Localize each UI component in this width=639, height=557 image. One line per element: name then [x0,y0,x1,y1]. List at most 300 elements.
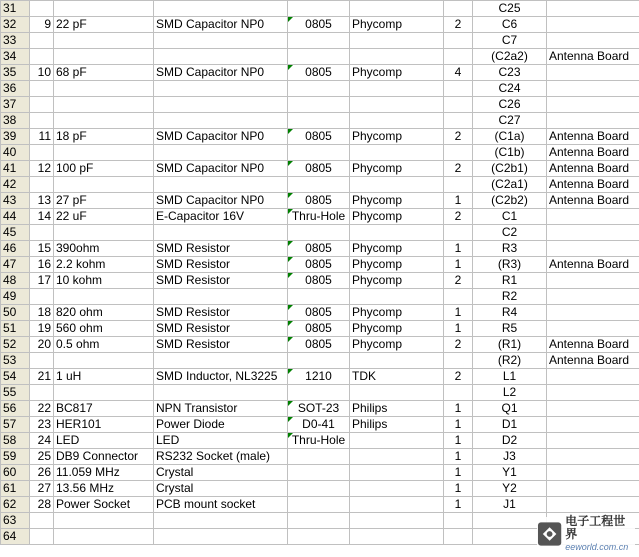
row-header[interactable]: 33 [1,33,30,49]
cell-item-no[interactable] [30,145,54,161]
cell-note[interactable]: Antenna Board [547,177,639,193]
row-header[interactable]: 62 [1,497,30,513]
cell-quantity[interactable]: 2 [444,17,473,33]
row-header[interactable]: 45 [1,225,30,241]
cell-package[interactable]: 0805 [288,241,350,257]
cell-item-no[interactable]: 11 [30,129,54,145]
cell-description[interactable]: SMD Capacitor NP0 [154,65,288,81]
cell-quantity[interactable]: 1 [444,481,473,497]
cell-manufacturer[interactable] [350,497,444,513]
cell-manufacturer[interactable]: Philips [350,417,444,433]
cell-value[interactable] [54,225,154,241]
cell-quantity[interactable]: 2 [444,369,473,385]
cell-note[interactable]: Antenna Board [547,129,639,145]
cell-package[interactable]: Thru-Hole [288,209,350,225]
cell-item-no[interactable]: 14 [30,209,54,225]
cell-reference[interactable]: D2 [473,433,547,449]
cell-package[interactable]: 0805 [288,273,350,289]
cell-manufacturer[interactable]: Phycomp [350,337,444,353]
cell-item-no[interactable]: 19 [30,321,54,337]
row-header[interactable]: 42 [1,177,30,193]
cell-reference[interactable]: (C2b1) [473,161,547,177]
row-header[interactable]: 34 [1,49,30,65]
row-header[interactable]: 54 [1,369,30,385]
cell-description[interactable] [154,225,288,241]
cell-manufacturer[interactable] [350,97,444,113]
cell-package[interactable]: 0805 [288,305,350,321]
cell-manufacturer[interactable] [350,225,444,241]
cell-manufacturer[interactable] [350,49,444,65]
cell-item-no[interactable]: 24 [30,433,54,449]
cell-value[interactable] [54,385,154,401]
cell-reference[interactable]: C23 [473,65,547,81]
cell-value[interactable] [54,289,154,305]
cell-description[interactable] [154,97,288,113]
cell-package[interactable] [288,465,350,481]
cell-package[interactable] [288,113,350,129]
cell-description[interactable] [154,177,288,193]
cell-description[interactable]: SMD Inductor, NL3225 [154,369,288,385]
cell-package[interactable]: Thru-Hole [288,433,350,449]
cell-value[interactable]: 27 pF [54,193,154,209]
cell-description[interactable]: Power Diode [154,417,288,433]
cell-note[interactable]: Antenna Board [547,145,639,161]
row-header[interactable]: 40 [1,145,30,161]
cell-package[interactable]: 0805 [288,129,350,145]
cell-description[interactable]: SMD Resistor [154,273,288,289]
cell-quantity[interactable] [444,513,473,529]
cell-item-no[interactable] [30,177,54,193]
cell-value[interactable] [54,529,154,545]
cell-manufacturer[interactable] [350,145,444,161]
cell-reference[interactable] [473,529,547,545]
cell-quantity[interactable]: 1 [444,401,473,417]
cell-description[interactable]: SMD Resistor [154,305,288,321]
cell-package[interactable] [288,1,350,17]
cell-note[interactable] [547,17,639,33]
cell-description[interactable]: LED [154,433,288,449]
cell-reference[interactable]: (R2) [473,353,547,369]
row-header[interactable]: 60 [1,465,30,481]
cell-manufacturer[interactable] [350,529,444,545]
cell-package[interactable] [288,289,350,305]
cell-value[interactable]: 22 uF [54,209,154,225]
cell-note[interactable]: Antenna Board [547,193,639,209]
cell-value[interactable]: 560 ohm [54,321,154,337]
cell-note[interactable] [547,385,639,401]
cell-manufacturer[interactable] [350,353,444,369]
cell-value[interactable]: 820 ohm [54,305,154,321]
cell-package[interactable] [288,177,350,193]
cell-item-no[interactable] [30,81,54,97]
cell-quantity[interactable] [444,81,473,97]
cell-item-no[interactable]: 21 [30,369,54,385]
cell-description[interactable]: E-Capacitor 16V [154,209,288,225]
cell-item-no[interactable] [30,49,54,65]
cell-quantity[interactable]: 2 [444,209,473,225]
cell-description[interactable]: SMD Resistor [154,321,288,337]
cell-quantity[interactable]: 1 [444,465,473,481]
cell-description[interactable] [154,529,288,545]
cell-note[interactable] [547,369,639,385]
cell-reference[interactable]: C7 [473,33,547,49]
cell-value[interactable]: 1 uH [54,369,154,385]
cell-quantity[interactable] [444,177,473,193]
cell-value[interactable]: 22 pF [54,17,154,33]
cell-package[interactable] [288,49,350,65]
cell-manufacturer[interactable]: Phycomp [350,65,444,81]
cell-package[interactable] [288,353,350,369]
cell-reference[interactable]: C1 [473,209,547,225]
cell-manufacturer[interactable] [350,33,444,49]
cell-package[interactable] [288,81,350,97]
cell-reference[interactable]: R4 [473,305,547,321]
cell-value[interactable]: HER101 [54,417,154,433]
cell-value[interactable] [54,353,154,369]
cell-manufacturer[interactable]: Philips [350,401,444,417]
cell-quantity[interactable] [444,1,473,17]
cell-item-no[interactable]: 13 [30,193,54,209]
cell-package[interactable]: 1210 [288,369,350,385]
cell-value[interactable] [54,513,154,529]
cell-manufacturer[interactable] [350,481,444,497]
cell-reference[interactable]: R2 [473,289,547,305]
cell-reference[interactable]: C25 [473,1,547,17]
cell-value[interactable]: 100 pF [54,161,154,177]
cell-manufacturer[interactable]: TDK [350,369,444,385]
cell-description[interactable] [154,1,288,17]
cell-item-no[interactable]: 18 [30,305,54,321]
cell-quantity[interactable] [444,225,473,241]
cell-quantity[interactable]: 1 [444,433,473,449]
cell-reference[interactable]: R3 [473,241,547,257]
row-header[interactable]: 46 [1,241,30,257]
cell-package[interactable]: SOT-23 [288,401,350,417]
cell-manufacturer[interactable] [350,449,444,465]
row-header[interactable]: 61 [1,481,30,497]
cell-description[interactable] [154,145,288,161]
cell-reference[interactable]: R1 [473,273,547,289]
cell-reference[interactable]: L1 [473,369,547,385]
cell-reference[interactable]: (C2b2) [473,193,547,209]
cell-reference[interactable]: C2 [473,225,547,241]
cell-description[interactable]: SMD Capacitor NP0 [154,17,288,33]
cell-quantity[interactable] [444,385,473,401]
cell-note[interactable] [547,241,639,257]
cell-item-no[interactable] [30,1,54,17]
cell-note[interactable] [547,33,639,49]
cell-package[interactable] [288,145,350,161]
cell-item-no[interactable] [30,33,54,49]
cell-value[interactable]: LED [54,433,154,449]
cell-manufacturer[interactable]: Phycomp [350,17,444,33]
cell-package[interactable]: 0805 [288,161,350,177]
cell-reference[interactable]: D1 [473,417,547,433]
cell-note[interactable] [547,417,639,433]
cell-value[interactable]: 390ohm [54,241,154,257]
cell-description[interactable]: SMD Resistor [154,337,288,353]
cell-quantity[interactable]: 1 [444,449,473,465]
cell-item-no[interactable]: 10 [30,65,54,81]
cell-note[interactable]: Antenna Board [547,161,639,177]
cell-item-no[interactable] [30,385,54,401]
cell-description[interactable]: SMD Capacitor NP0 [154,129,288,145]
cell-manufacturer[interactable] [350,289,444,305]
row-header[interactable]: 48 [1,273,30,289]
cell-item-no[interactable] [30,353,54,369]
cell-quantity[interactable] [444,113,473,129]
cell-reference[interactable]: (R3) [473,257,547,273]
cell-value[interactable] [54,97,154,113]
row-header[interactable]: 55 [1,385,30,401]
cell-item-no[interactable]: 16 [30,257,54,273]
cell-item-no[interactable] [30,97,54,113]
cell-value[interactable]: 10 kohm [54,273,154,289]
cell-note[interactable]: Antenna Board [547,257,639,273]
cell-package[interactable] [288,97,350,113]
cell-manufacturer[interactable]: Phycomp [350,321,444,337]
cell-quantity[interactable] [444,97,473,113]
row-header[interactable]: 35 [1,65,30,81]
cell-quantity[interactable]: 1 [444,321,473,337]
cell-package[interactable] [288,449,350,465]
cell-value[interactable]: 2.2 kohm [54,257,154,273]
cell-description[interactable] [154,353,288,369]
row-header[interactable]: 38 [1,113,30,129]
cell-item-no[interactable]: 22 [30,401,54,417]
cell-item-no[interactable]: 28 [30,497,54,513]
row-header[interactable]: 64 [1,529,30,545]
cell-note[interactable] [547,273,639,289]
cell-item-no[interactable] [30,513,54,529]
cell-manufacturer[interactable] [350,113,444,129]
cell-manufacturer[interactable] [350,385,444,401]
cell-description[interactable] [154,113,288,129]
cell-value[interactable] [54,145,154,161]
cell-item-no[interactable] [30,113,54,129]
row-header[interactable]: 47 [1,257,30,273]
cell-value[interactable] [54,1,154,17]
cell-quantity[interactable]: 1 [444,193,473,209]
cell-description[interactable]: SMD Resistor [154,241,288,257]
cell-manufacturer[interactable]: Phycomp [350,129,444,145]
cell-manufacturer[interactable]: Phycomp [350,209,444,225]
cell-reference[interactable]: (R1) [473,337,547,353]
row-header[interactable]: 49 [1,289,30,305]
cell-reference[interactable]: Q1 [473,401,547,417]
cell-package[interactable]: 0805 [288,257,350,273]
cell-value[interactable]: 0.5 ohm [54,337,154,353]
row-header[interactable]: 56 [1,401,30,417]
row-header[interactable]: 59 [1,449,30,465]
row-header[interactable]: 44 [1,209,30,225]
cell-package[interactable]: D0-41 [288,417,350,433]
cell-item-no[interactable]: 25 [30,449,54,465]
cell-quantity[interactable]: 1 [444,257,473,273]
cell-description[interactable]: PCB mount socket [154,497,288,513]
cell-note[interactable] [547,65,639,81]
cell-reference[interactable]: C26 [473,97,547,113]
cell-package[interactable] [288,225,350,241]
cell-reference[interactable]: (C1b) [473,145,547,161]
cell-quantity[interactable]: 1 [444,497,473,513]
cell-manufacturer[interactable] [350,1,444,17]
cell-item-no[interactable]: 12 [30,161,54,177]
cell-description[interactable] [154,33,288,49]
cell-item-no[interactable]: 15 [30,241,54,257]
cell-item-no[interactable]: 9 [30,17,54,33]
cell-note[interactable]: Antenna Board [547,337,639,353]
cell-value[interactable]: DB9 Connector [54,449,154,465]
cell-package[interactable] [288,529,350,545]
cell-value[interactable] [54,49,154,65]
cell-description[interactable] [154,385,288,401]
cell-description[interactable]: RS232 Socket (male) [154,449,288,465]
row-header[interactable]: 53 [1,353,30,369]
row-header[interactable]: 32 [1,17,30,33]
cell-reference[interactable]: (C2a2) [473,49,547,65]
cell-note[interactable] [547,433,639,449]
cell-value[interactable]: BC817 [54,401,154,417]
cell-manufacturer[interactable] [350,465,444,481]
cell-value[interactable]: 11.059 MHz [54,465,154,481]
cell-reference[interactable]: J1 [473,497,547,513]
cell-reference[interactable]: C24 [473,81,547,97]
cell-manufacturer[interactable] [350,177,444,193]
cell-description[interactable] [154,49,288,65]
cell-quantity[interactable]: 2 [444,337,473,353]
cell-package[interactable]: 0805 [288,65,350,81]
row-header[interactable]: 31 [1,1,30,17]
cell-value[interactable] [54,177,154,193]
row-header[interactable]: 58 [1,433,30,449]
cell-quantity[interactable]: 1 [444,305,473,321]
cell-quantity[interactable] [444,529,473,545]
cell-reference[interactable]: C6 [473,17,547,33]
cell-note[interactable] [547,1,639,17]
row-header[interactable]: 50 [1,305,30,321]
cell-description[interactable] [154,513,288,529]
cell-manufacturer[interactable]: Phycomp [350,273,444,289]
cell-note[interactable] [547,401,639,417]
cell-note[interactable] [547,481,639,497]
cell-quantity[interactable]: 2 [444,161,473,177]
cell-package[interactable]: 0805 [288,17,350,33]
cell-manufacturer[interactable]: Phycomp [350,241,444,257]
cell-note[interactable]: Antenna Board [547,49,639,65]
row-header[interactable]: 52 [1,337,30,353]
cell-note[interactable] [547,113,639,129]
cell-value[interactable]: Power Socket [54,497,154,513]
cell-package[interactable] [288,497,350,513]
cell-description[interactable]: Crystal [154,481,288,497]
row-header[interactable]: 63 [1,513,30,529]
cell-note[interactable] [547,305,639,321]
row-header[interactable]: 37 [1,97,30,113]
cell-quantity[interactable]: 1 [444,417,473,433]
cell-description[interactable]: NPN Transistor [154,401,288,417]
cell-manufacturer[interactable]: Phycomp [350,257,444,273]
row-header[interactable]: 39 [1,129,30,145]
cell-note[interactable] [547,289,639,305]
cell-item-no[interactable] [30,289,54,305]
cell-manufacturer[interactable] [350,433,444,449]
cell-description[interactable]: Crystal [154,465,288,481]
cell-reference[interactable]: R5 [473,321,547,337]
cell-reference[interactable]: Y1 [473,465,547,481]
cell-description[interactable] [154,81,288,97]
cell-note[interactable] [547,321,639,337]
cell-item-no[interactable]: 20 [30,337,54,353]
cell-description[interactable]: SMD Resistor [154,257,288,273]
cell-reference[interactable]: J3 [473,449,547,465]
cell-value[interactable]: 68 pF [54,65,154,81]
cell-manufacturer[interactable]: Phycomp [350,193,444,209]
cell-reference[interactable]: Y2 [473,481,547,497]
cell-package[interactable] [288,385,350,401]
cell-manufacturer[interactable] [350,81,444,97]
cell-package[interactable] [288,513,350,529]
cell-description[interactable] [154,289,288,305]
cell-description[interactable]: SMD Capacitor NP0 [154,161,288,177]
cell-description[interactable]: SMD Capacitor NP0 [154,193,288,209]
cell-item-no[interactable]: 27 [30,481,54,497]
cell-value[interactable]: 13.56 MHz [54,481,154,497]
cell-value[interactable] [54,33,154,49]
row-header[interactable]: 51 [1,321,30,337]
cell-manufacturer[interactable] [350,513,444,529]
cell-manufacturer[interactable]: Phycomp [350,161,444,177]
cell-reference[interactable]: L2 [473,385,547,401]
row-header[interactable]: 57 [1,417,30,433]
cell-quantity[interactable] [444,33,473,49]
cell-package[interactable] [288,33,350,49]
cell-quantity[interactable] [444,289,473,305]
cell-item-no[interactable]: 23 [30,417,54,433]
cell-note[interactable] [547,449,639,465]
cell-note[interactable] [547,97,639,113]
cell-package[interactable] [288,481,350,497]
cell-quantity[interactable]: 1 [444,241,473,257]
cell-package[interactable]: 0805 [288,193,350,209]
cell-note[interactable] [547,81,639,97]
row-header[interactable]: 41 [1,161,30,177]
cell-value[interactable]: 18 pF [54,129,154,145]
cell-item-no[interactable] [30,225,54,241]
cell-reference[interactable]: (C2a1) [473,177,547,193]
cell-quantity[interactable] [444,145,473,161]
cell-note[interactable] [547,209,639,225]
row-header[interactable]: 36 [1,81,30,97]
cell-note[interactable]: Antenna Board [547,353,639,369]
cell-value[interactable] [54,81,154,97]
cell-quantity[interactable]: 2 [444,129,473,145]
cell-reference[interactable]: (C1a) [473,129,547,145]
row-header[interactable]: 43 [1,193,30,209]
cell-quantity[interactable]: 2 [444,273,473,289]
cell-reference[interactable]: C27 [473,113,547,129]
cell-note[interactable] [547,465,639,481]
cell-package[interactable]: 0805 [288,321,350,337]
cell-quantity[interactable] [444,49,473,65]
cell-item-no[interactable] [30,529,54,545]
cell-value[interactable] [54,113,154,129]
cell-package[interactable]: 0805 [288,337,350,353]
cell-item-no[interactable]: 26 [30,465,54,481]
cell-note[interactable] [547,497,639,513]
cell-manufacturer[interactable]: Phycomp [350,305,444,321]
cell-note[interactable] [547,225,639,241]
